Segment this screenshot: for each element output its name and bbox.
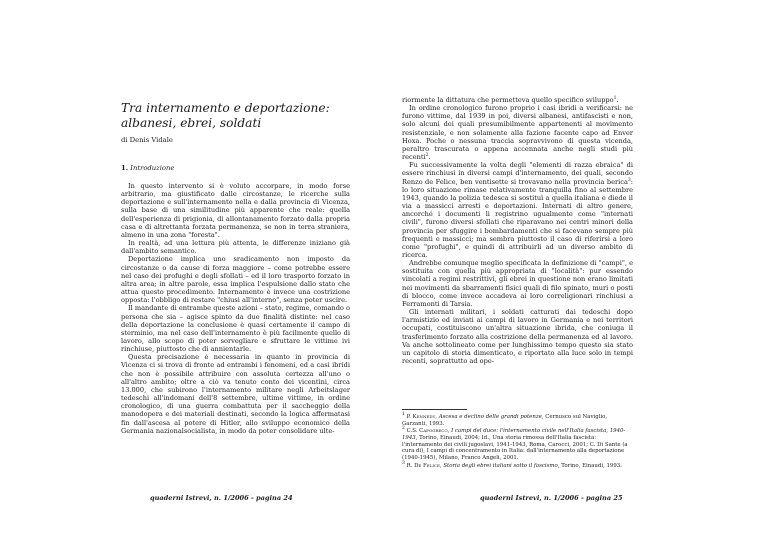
footnote-mark: 1: [613, 95, 617, 101]
footnote-mark: 3: [627, 177, 631, 183]
footnote-number: 3: [402, 460, 405, 466]
paragraph: In ordine cronologico furono proprio i casi ibridi a verificarsi: ne furono vittime, dal 1939 in poi, diversi albanesi, antifascisti e non, solo alcuni dei quali presumibilmente appartenenti al movimento resistenziale, e non solamente alla fazione facente capo ad Enver Hoxa. Poche o nessuna traccia sopravvivono di questa vicenda, peraltro trascurata o appena accennata anche negli studi più recenti$^2$.: [402, 104, 633, 162]
footnotes: [402, 414, 633, 470]
footnote-mark: 2: [425, 152, 429, 158]
article-author: di Denis Vidale: [121, 136, 173, 144]
footnote-divider: [402, 409, 467, 410]
footnote-rest: , Torino, Einaudi, 2004; Id., Una storia rimossa dell'Italia fascista: l'internamento dei civili jugoslavi, 1941-1943, Roma, Carocci, 2001; C. Di Sante (a cura di), I campi di concentramento in Italia: dall'internamento alla deportazione (1940-1945), Milano, Franco Angeli, 2001.: [402, 434, 628, 462]
paragraph: Il mandante di entrambe queste azioni – stato, regime, comando o persona che sia – agisce spinto da due finalità distinte: nel caso della deportazione la conclusione è quasi certamente il campo di sterminio, ma nel caso dell'internamento è più facilmente quello di lavoro, allo scopo di poter sorvegliare e sfruttare le vittime ivi rinchiuse, piuttosto che di annientarle.: [121, 304, 350, 354]
page-footer: quaderni Istrevi, n. 1/2006 - pagina 25: [480, 494, 623, 502]
footnote-number: 1: [402, 412, 405, 418]
footnote: $^2$ C.S. Capogreco, I campi del duce: l'internamento civile nell'Italia fascista, 1940-1943, Torino, Einaudi, 2004; Id., Una storia rimossa dell'Italia fascista: l'internamento dei civili jugoslavi, 1941-1943, Roma, Carocci, 2001; C. Di Sante (a cura di), I campi di concentramento in Italia: dall'internamento alla deportazione (1940-1945), Milano, Franco Angeli, 2001.: [402, 426, 628, 462]
section-title: Introduzione: [130, 164, 175, 172]
paragraph: Deportazione implica uno sradicamento non imposto da circostanze o da cause di forza maggiore – come potrebbe essere nel caso dei profughi e degli sfollati – ed il loro trasporto forzato in altra area; in altre parole, essa implica l'espulsione dallo stato che attua questo procedimento. Internamento è invece una costrizione opposta: l'obbligo di restare "chiusi all'interno", senza poter uscire.: [121, 255, 350, 305]
footnote-work: I campi del duce: l'internamento civile nell'Italia fascista, 1940-1943: [402, 428, 626, 441]
paragraph-text: In ordine cronologico furono proprio i casi ibridi a verificarsi: ne furono vittime, dal 1939 in poi, diversi albanesi, antifascisti e non, solo alcuni dei quali presumibilmente appartenenti al movimento resistenziale, e non solamente alla fazione facente capo ad Enver Hoxa. Poche o nessuna traccia sopravvivono di questa vicenda, peraltro trascurata o appena accennata anche negli studi più recenti: [402, 104, 633, 162]
footnote-number: 2: [402, 426, 405, 432]
paragraph: Questa precisazione è necessaria in quanto in provincia di Vicenza ci si trova di fronte ad entrambi i fenomeni, ed a casi ibridi che non è possibile attribuire con assoluta certezza all'uno o all'altro ambito; oltre a ciò va tenuto conto dei vicentini, circa 13.000, che subirono l'internamento militare negli Arbeitslager tedeschi all'indomani dell'8 settembre, ultime vittime, in ordine cronologico, di una guerra combattuta per il saccheggio della manodopera e dei materiali destinati, secondo la logica affermatasi fin dall'ascesa al potere di Hitler, allo sviluppo economico della Germania nazionalsocialista, in modo da poter consolidare ulte-: [121, 353, 350, 435]
paragraph: riormente la dittatura che permetteva quello specifico sviluppo$^1$.: [402, 95, 619, 104]
footnote-author: C.S. Capogreco: [406, 428, 448, 435]
footnote-rest: , Cernusco sul Naviglio, Garzanti, 1993.: [402, 414, 608, 427]
footnote-work: Ascesa e declino delle grandi potenze: [438, 414, 542, 420]
right-column: [402, 96, 633, 365]
paragraph-text: riormente la dittatura che permetteva quello specifico sviluppo: [402, 96, 614, 104]
paragraph-text: : lo loro situazione rimase relativamente tranquilla fino al settembre 1943, quando la polizia tedesca si sostituì a quella italiana e diede il via a massicci arresti e deportazioni. Internati di altro genere, ancorché i documenti li registrino ugualmente come "internati civili", furono diversi sfollati che riparavano nei centri minori della provincia per sfuggire i bombardamenti che si facevano sempre più frequenti e massicci; ma sembra piuttosto il caso di riferirsi a loro come "profughi", e quindi di attribuirli ad un diverso ambito di ricerca.: [402, 177, 633, 259]
article-title: Tra internamento e deportazione: albanesi, ebrei, soldati: [121, 101, 330, 130]
section-number: 1.: [121, 164, 129, 172]
footnote-author: R. De Felice: [406, 462, 440, 469]
paragraph: Gli internati militari, i soldati catturati dai tedeschi dopo l'armistizio ed inviati ai campi di lavoro in Germania e nei territori occupati, costituiscono un'altra situazione ibrida, che coniuga il trasferimento forzato alla costrizione della permanenza ed al lavoro. Va anche sottolineato come per lunghissimo tempo questo sia stato un capitolo di storia dimenticato, e riportato alla luce solo in tempi recenti, soprattutto ad ope-: [402, 308, 633, 365]
right-page: [384, 0, 768, 543]
paragraph: In questo intervento si è voluto accorpare, in modo forse arbitrario, ma giustificato dalle circostanze, le ricerche sulla deportazione e sull'internamento nella e dalla provincia di Vicenza, sulla base di una similitudine più apparente che reale: quella dell'esperienza di prigionia, di allontanamento forzato dalla propria casa e di altrettanta forzata permanenza, se non in terra straniera, almeno in una zona "foresta".: [121, 182, 350, 239]
paragraph-text: Fu successivamente la volta degli "elementi di razza ebraica" di essere rinchiusi in diversi campi d'internamento, dei quali, secondo Renzo de Felice, ben ventisette si trovavano nella provincia berica: [402, 161, 633, 186]
paragraph: In realtà, ad una lettura più attenta, le differenze iniziano già dall'ambito semantico.: [121, 239, 350, 256]
paragraph: Andrebbe comunque meglio specificata la definizione di "campi", e sostituita con quella più appropriata di "località": pur essendo vincolati a regimi restrittivi, gli ebrei in questione non erano limitati nei movimenti da sbarramenti fisici quali di filo spinato, muri o posti di blocco, come invece accadeva ai loro correligionari rinchiusi a Ferramonti di Tarsia.: [402, 259, 633, 308]
page-footer: quaderni Istrevi, n. 1/2006 - pagina 24: [150, 494, 293, 502]
footnote: $^3$ R. De Felice, Storia degli ebrei italiani sotto il fascismo, Torino, Einaudi, 1993.: [402, 460, 622, 469]
footnote: $^1$ P. Kennedy, Ascesa e declino delle grandi potenze, Cernusco sul Naviglio, Garzanti, 1993.: [402, 412, 608, 427]
left-column: [121, 182, 350, 435]
footnote-rest: , Torino, Einaudi, 1993.: [557, 462, 622, 469]
paragraph: [402, 161, 633, 259]
section-heading: [121, 164, 174, 172]
footnote-author: P. Kennedy: [406, 414, 436, 420]
footnote-work: Storia degli ebrei italiani sotto il fascismo: [443, 462, 558, 469]
